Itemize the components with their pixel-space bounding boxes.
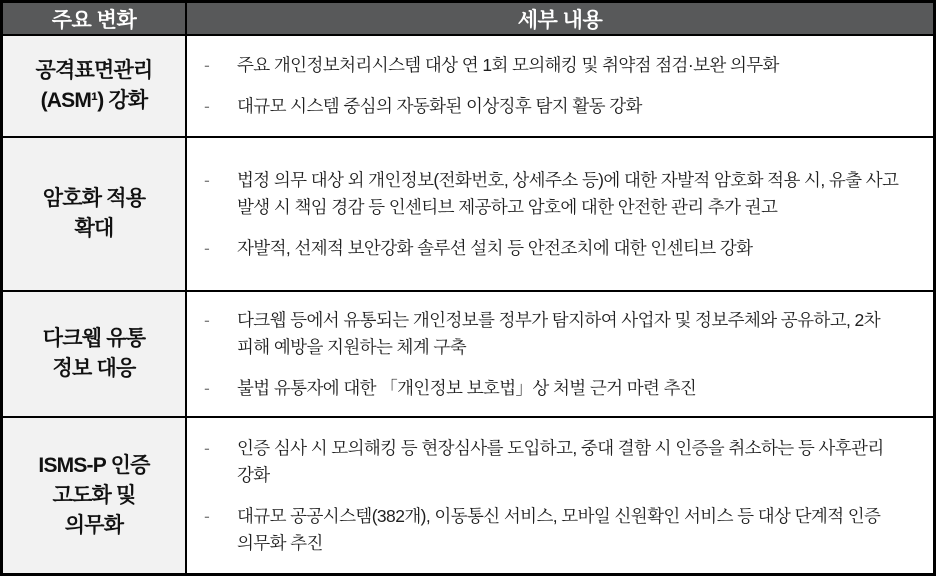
row-darkweb-label-cell [3, 292, 187, 418]
row-label-line: 공격표면관리 [35, 59, 153, 82]
header-major-changes-label: 주요 변화 [51, 8, 137, 32]
dash-bullet-marker: - [204, 505, 210, 526]
row-darkweb-detail-cell [187, 292, 933, 418]
bullet-text: 주요 개인정보처리시스템 대상 연 1회 모의해킹 및 취약점 점검·보완 의무화 [237, 55, 779, 75]
dash-bullet-marker: - [204, 437, 210, 458]
bullet-item [204, 435, 907, 489]
bullet-text: 법정 의무 대상 외 개인정보(전화번호, 상세주소 등)에 대한 자발적 암호화 적용 시, 유출 사고 발생 시 책임 경감 등 인센티브 제공하고 암호에 대한 안전한 관리 추가 권고 [237, 169, 899, 217]
bullet-item [204, 375, 907, 402]
row-label-line: 고도화 및 [52, 483, 136, 507]
bullet-item [204, 503, 907, 557]
header-cell-major-changes [3, 3, 187, 36]
dash-bullet-marker: - [204, 377, 210, 398]
row-asm-detail-cell [187, 36, 933, 138]
row-encryption-label-cell [3, 138, 187, 292]
dash-bullet-marker: - [204, 96, 210, 116]
row-label-line: 다크웹 유통 [42, 327, 146, 350]
bullet-item [204, 167, 907, 221]
bullet-item [204, 307, 907, 361]
row-label-line: 확대 [74, 217, 114, 240]
dash-bullet-marker: - [204, 55, 210, 75]
bullet-text: 대규모 공공시스템(382개), 이동통신 서비스, 모바일 신원확인 서비스 등 대상 단계적 인증 의무화 추진 [237, 505, 881, 553]
dash-bullet-marker: - [204, 309, 210, 330]
row-asm-label-cell [3, 36, 187, 138]
row-label-line: 의무화 [64, 513, 124, 537]
dash-bullet-marker: - [204, 237, 210, 258]
dash-bullet-marker: - [204, 169, 210, 190]
row-isms-label-cell [3, 418, 187, 573]
row-label-line: 정보 대응 [52, 357, 136, 380]
header-details-label: 세부 내용 [517, 8, 603, 32]
bullet-text: 불법 유통자에 대한 「개인정보 보호법」상 처벌 근거 마련 추진 [237, 377, 697, 398]
row-label-line: (ASM¹) 강화 [40, 89, 148, 112]
bullet-item [204, 235, 907, 262]
bullet-text: 다크웹 등에서 유통되는 개인정보를 정부가 탐지하여 사업자 및 정보주체와 공유하고, 2차 피해 예방을 지원하는 체계 구축 [237, 309, 880, 357]
bullet-text: 자발적, 선제적 보안강화 솔루션 설치 등 안전조치에 대한 인센티브 강화 [237, 237, 753, 258]
row-label-line: ISMS-P 인증 [38, 453, 150, 477]
bullet-item [204, 52, 907, 79]
row-encryption-detail-cell [187, 138, 933, 292]
bullet-text: 인증 심사 시 모의해킹 등 현장심사를 도입하고, 중대 결함 시 인증을 취소하는 등 사후관리 강화 [237, 437, 884, 485]
header-cell-details [187, 3, 933, 36]
bullet-text: 대규모 시스템 중심의 자동화된 이상징후 탐지 활동 강화 [237, 96, 642, 116]
row-isms-detail-cell [187, 418, 933, 573]
bullet-item [204, 93, 907, 120]
row-label-line: 암호화 적용 [42, 187, 146, 210]
